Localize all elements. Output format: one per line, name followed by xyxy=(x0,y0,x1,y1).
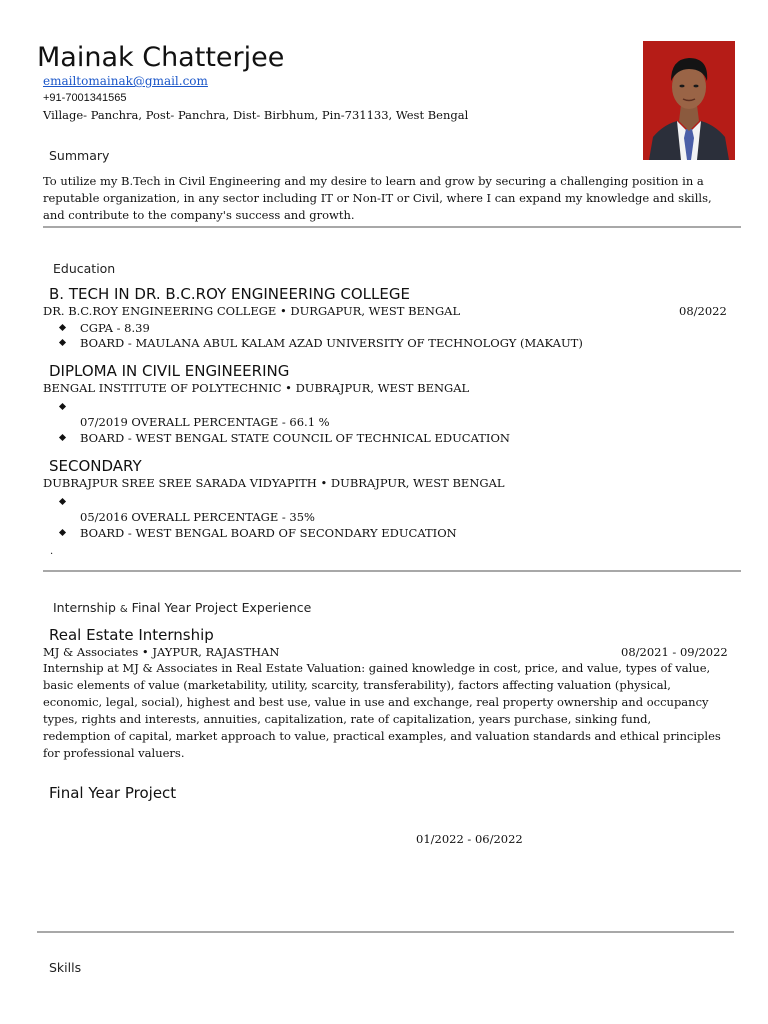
internship-company: MJ & Associates • JAYPUR, RAJASTHAN xyxy=(43,645,280,659)
divider xyxy=(37,931,734,933)
edu-entry-heading: DIPLOMA IN CIVIL ENGINEERING xyxy=(49,362,290,380)
profile-photo xyxy=(643,41,735,160)
ampersand: & xyxy=(119,604,128,615)
experience-heading-part1: Internship xyxy=(53,600,116,615)
edu-bullet: 07/2019 OVERALL PERCENTAGE - 66.1 % xyxy=(80,415,330,429)
edu-bullet: CGPA - 8.39 xyxy=(80,321,150,335)
edu-bullet: BOARD - WEST BENGAL STATE COUNCIL OF TECHNICAL EDUCATION xyxy=(80,431,510,445)
internship-description: Internship at MJ & Associates in Real Estate Valuation: gained knowledge in cost, price, and value, types of value, basic elements of value (marketability, utility, scarcity, transferability), factors affecting valuation (physical, economic, legal, social), highest and best use, value in use and exchange, real property ownership and occupancy types, rights and interests, annuities, capitalization, rate of capitalization, years purchase, sinking fund, redemption of capital, market approach to value, practical examples, and valuation standards and ethical principles for professional valuers. xyxy=(43,661,721,760)
internship-date: 08/2021 - 09/2022 xyxy=(621,645,728,659)
phone-number: +91-7001341565 xyxy=(43,92,127,104)
bullet-icon xyxy=(59,529,66,536)
experience-heading xyxy=(53,600,311,615)
edu-entry-heading: B. TECH IN DR. B.C.ROY ENGINEERING COLLEGE xyxy=(49,285,410,303)
edu-bullet: 05/2016 OVERALL PERCENTAGE - 35% xyxy=(80,510,315,524)
edu-bullet: BOARD - WEST BENGAL BOARD OF SECONDARY EDUCATION xyxy=(80,526,457,540)
edu-entry-date: 08/2022 xyxy=(679,304,727,318)
edu-entry-institution: DR. B.C.ROY ENGINEERING COLLEGE • DURGAPUR, WEST BENGAL xyxy=(43,304,461,318)
portrait-image xyxy=(643,41,735,160)
divider xyxy=(43,570,741,572)
education-heading: Education xyxy=(53,261,116,276)
project-heading: Final Year Project xyxy=(49,784,177,802)
edu-entry-institution: BENGAL INSTITUTE OF POLYTECHNIC • DUBRAJPUR, WEST BENGAL xyxy=(43,381,470,395)
edu-entry-institution: DUBRAJPUR SREE SREE SARADA VIDYAPITH • DUBRAJPUR, WEST BENGAL xyxy=(43,476,505,490)
trailing-mark: . xyxy=(50,546,54,557)
bullet-icon xyxy=(59,339,66,346)
edu-bullet: BOARD - MAULANA ABUL KALAM AZAD UNIVERSITY OF TECHNOLOGY (MAKAUT) xyxy=(80,336,583,350)
summary-text: To utilize my B.Tech in Civil Engineering and my desire to learn and grow by securing a challenging position in a reputable organization, in any sector including IT or Non-IT or Civil, where I can expand my knowledge and skills, and contribute to the company's success and growth. xyxy=(43,174,712,222)
bullet-icon xyxy=(59,434,66,441)
experience-heading-part2: Final Year Project Experience xyxy=(131,600,312,615)
address: Village- Panchra, Post- Panchra, Dist- Birbhum, Pin-731133, West Bengal xyxy=(43,108,469,122)
bullet-icon xyxy=(59,324,66,331)
edu-entry-heading: SECONDARY xyxy=(49,457,142,475)
email-link[interactable]: emailtomainak@gmail.com xyxy=(43,74,208,88)
bullet-icon xyxy=(59,403,66,410)
summary-heading: Summary xyxy=(49,148,110,163)
divider xyxy=(43,226,741,228)
project-date: 01/2022 - 06/2022 xyxy=(416,832,523,846)
skills-heading: Skills xyxy=(49,960,82,975)
bullet-icon xyxy=(59,498,66,505)
candidate-name: Mainak Chatterjee xyxy=(37,42,285,73)
internship-heading: Real Estate Internship xyxy=(49,626,214,644)
